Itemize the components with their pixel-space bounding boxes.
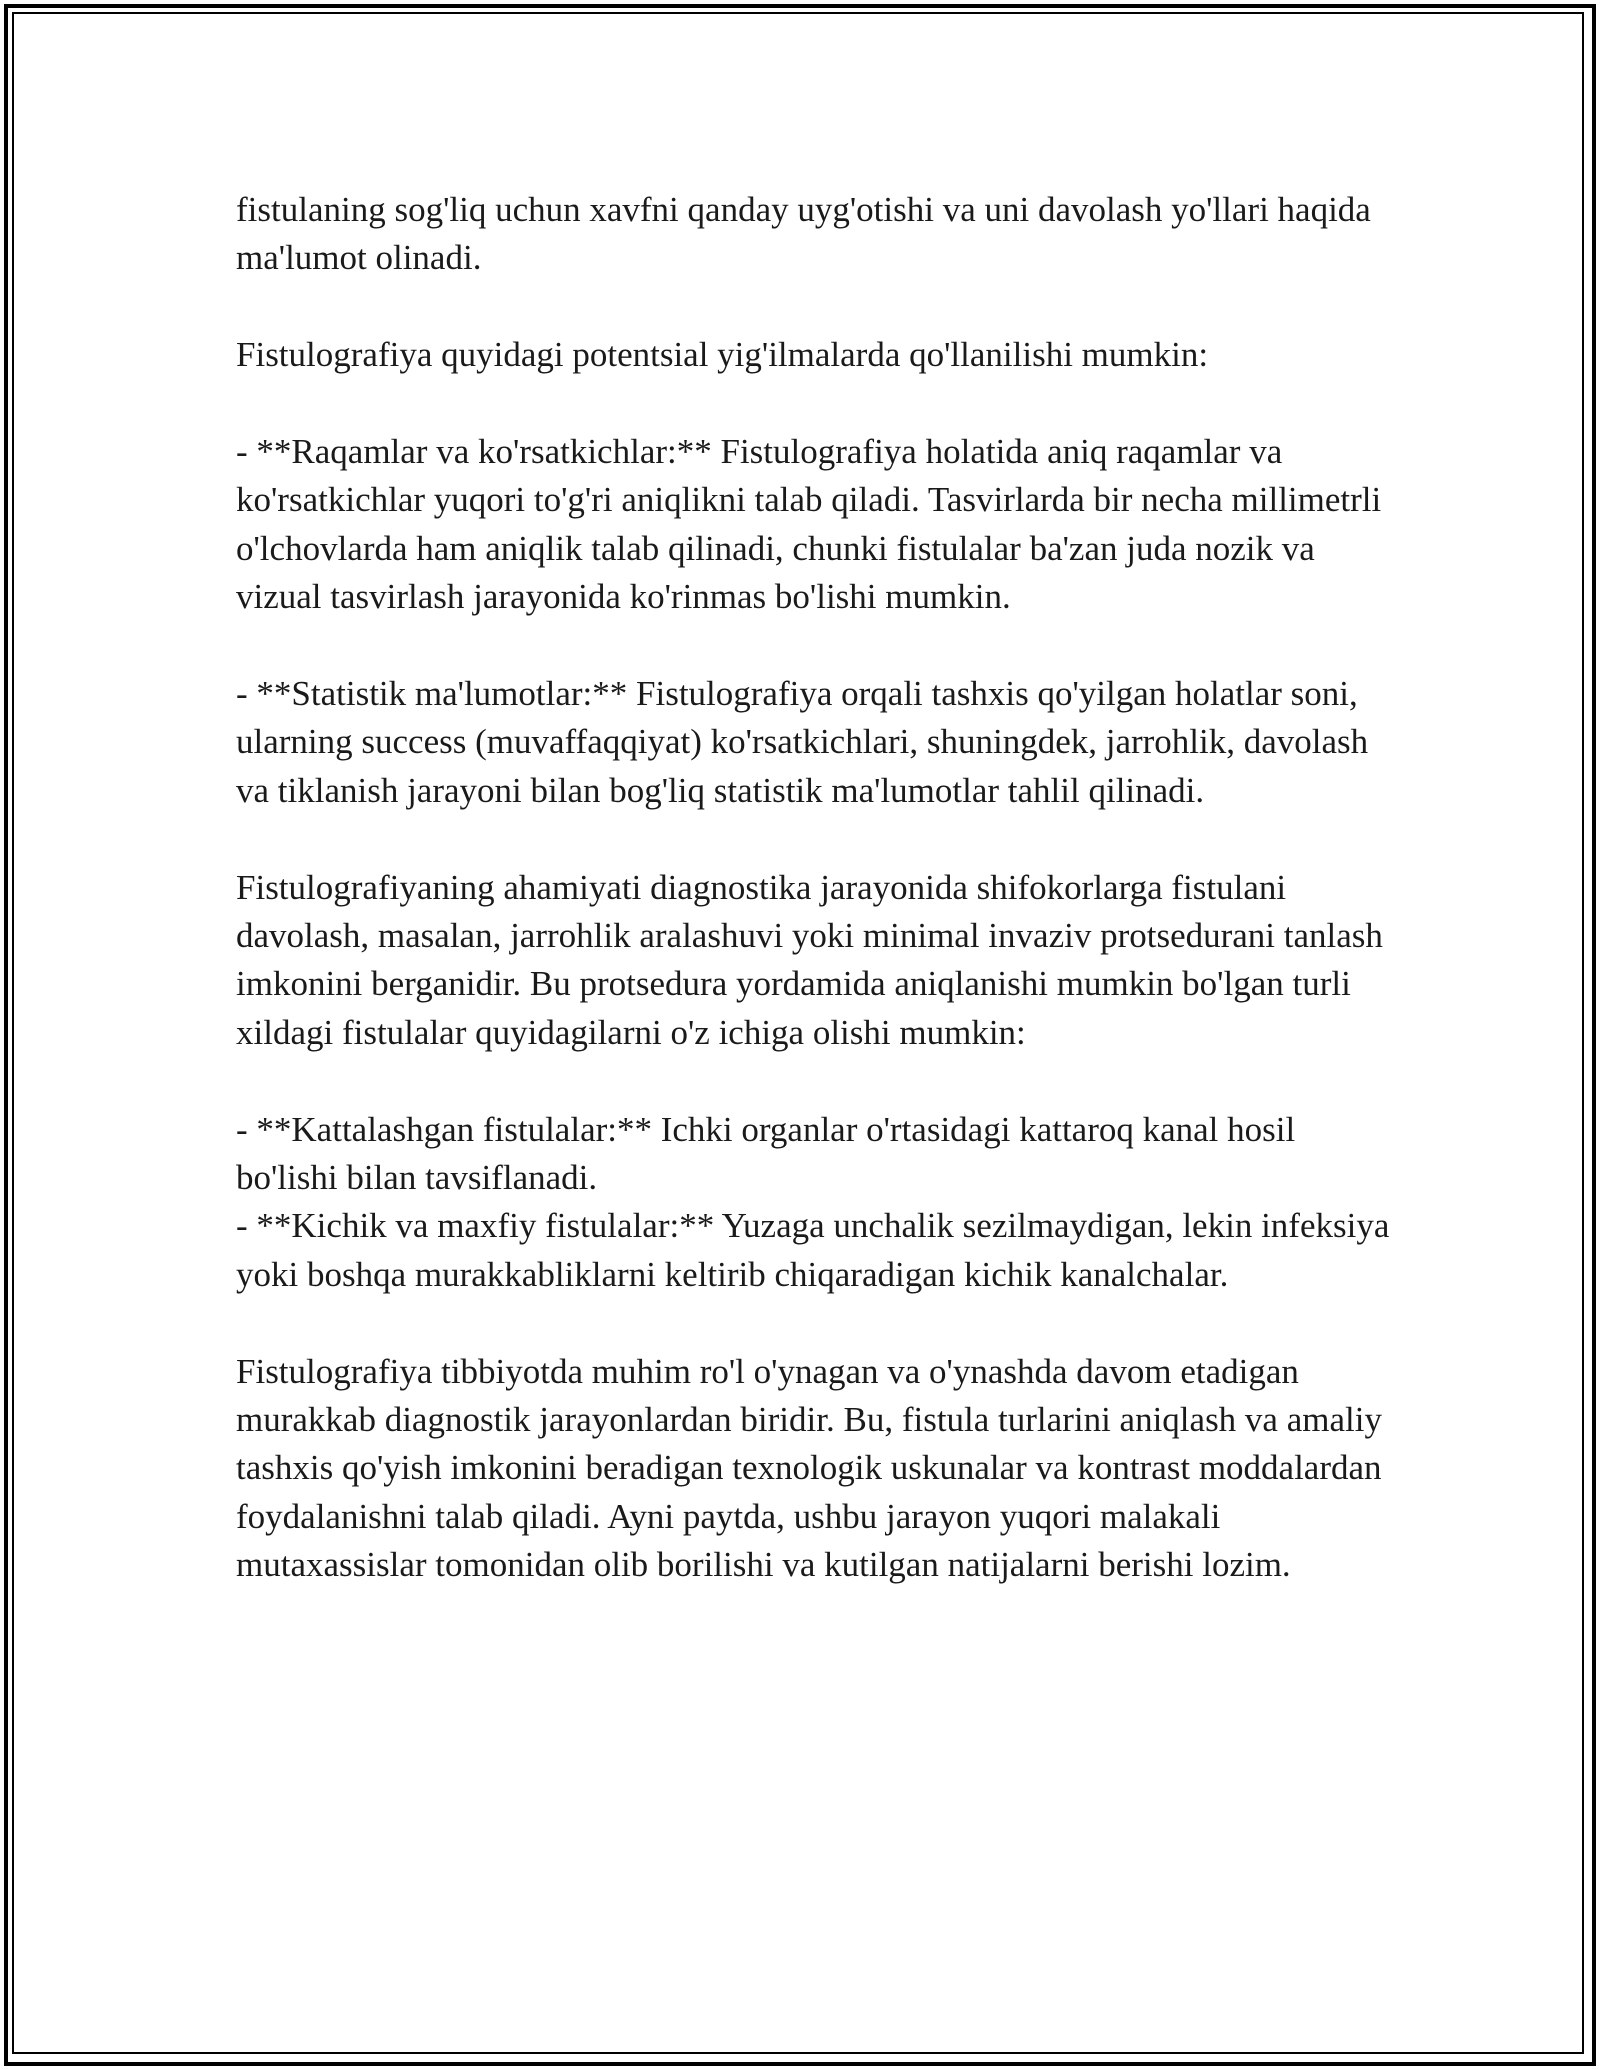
paragraph-conclusion: Fistulografiya tibbiyotda muhim ro'l o'ynagan va o'ynashda davom etadigan murakkab diagnostik jarayonlardan biridir. Bu, fistula turlarini aniqlash va amaliy tashxis qo'yish imkonini beradigan texnologik uskunalar va kontrast moddalardan foydalanishni talab qiladi. Ayni paytda, ushbu jarayon yuqori malakali mutaxassislar tomonidan olib borilishi va kutilgan natijalarni berishi lozim. [236, 1351, 1382, 1585]
list-item-enlarged-fistulas: - **Kattalashgan fistulalar:** Ichki organlar o'rtasidagi kattaroq kanal hosil bo'lishi bilan tavsiflanadi. [236, 1109, 1296, 1198]
list-item-small-hidden-fistulas: - **Kichik va maxfiy fistulalar:** Yuzaga unchalik sezilmaydigan, lekin infeksiya yoki boshqa murakkabliklarni keltirib chiqaradigan kichik kanalchalar. [236, 1206, 1390, 1294]
document-body [236, 186, 1396, 1638]
list-item-numbers-indicators: - **Raqamlar va ko'rsatkichlar:** Fistulografiya holatida aniq raqamlar va ko'rsatkichlar yuqori to'g'ri aniqlikni talab qiladi. Tasvirlarda bir necha millimetrli o'lchovlarda ham aniqlik talab qilinadi, chunki fistulalar ba'zan juda nozik va vizual tasvirlash jarayonida ko'rinmas bo'lishi mumkin. [236, 432, 1382, 617]
paragraph-applications-intro: Fistulografiya quyidagi potentsial yig'ilmalarda qo'llanilishi mumkin: [236, 335, 1209, 375]
paragraph-intro-continuation: fistulaning sog'liq uchun xavfni qanday uyg'otishi va uni davolash yo'llari haqida ma'lumot olinadi. [236, 190, 1371, 278]
paragraph-importance: Fistulografiyaning ahamiyati diagnostika jarayonida shifokorlarga fistulani davolash, masalan, jarrohlik aralashuvi yoki minimal invaziv protsedurani tanlash imkonini berganidir. Bu protsedura yordamida aniqlanishi mumkin bo'lgan turli xildagi fistulalar quyidagilarni o'z ichiga olishi mumkin: [236, 867, 1383, 1052]
list-item-statistics: - **Statistik ma'lumotlar:** Fistulografiya orqali tashxis qo'yilgan holatlar soni, ularning success (muvaffaqqiyat) ko'rsatkichlari, shuningdek, jarrohlik, davolash va tiklanish jarayoni bilan bog'liq statistik ma'lumotlar tahlil qilinadi. [236, 674, 1369, 810]
